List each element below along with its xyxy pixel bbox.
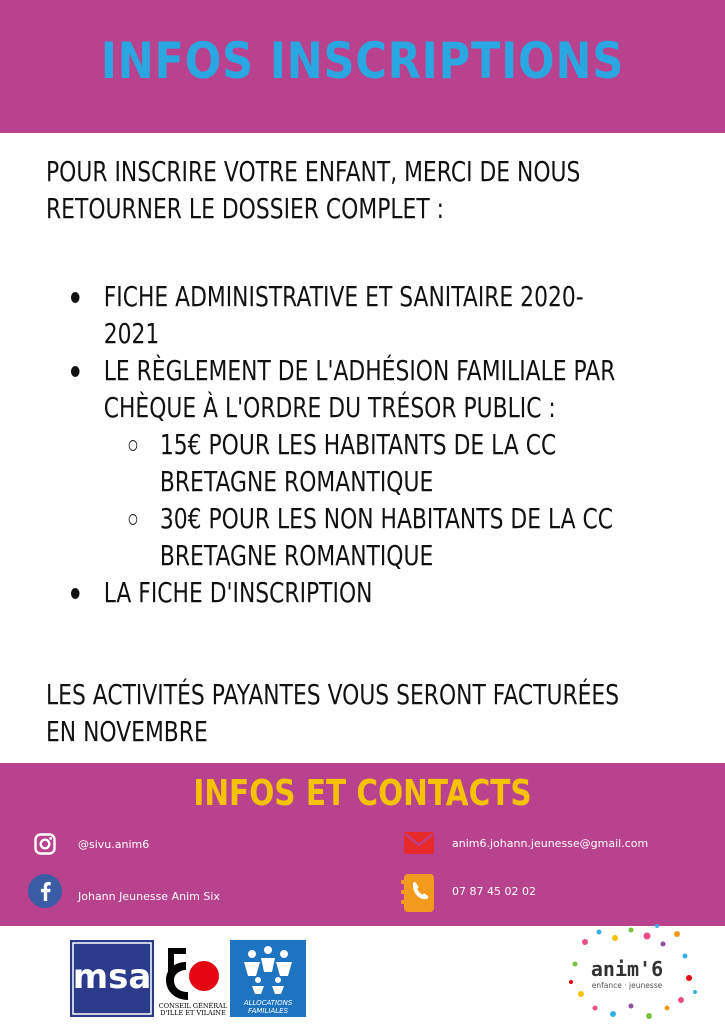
bullet-icon bbox=[71, 366, 80, 377]
phone-number[interactable]: 07 87 45 02 02 bbox=[452, 885, 536, 898]
document-list bbox=[46, 278, 709, 611]
intro-line: RETOURNER LE DOSSIER COMPLET : bbox=[46, 192, 444, 225]
caf-name: FAMILIALES bbox=[247, 1007, 289, 1015]
sub-list-item-text: BRETAGNE ROMANTIQUE bbox=[159, 465, 434, 498]
conseil-general-name: CONSEIL GÉNÉRAL bbox=[158, 1002, 228, 1010]
msa-logo-text: msa bbox=[72, 957, 152, 997]
circle-bullet-icon bbox=[129, 514, 138, 525]
instagram-handle[interactable]: @sivu.anim6 bbox=[78, 838, 150, 851]
list-item bbox=[46, 574, 709, 611]
page-title: INFOS INSCRIPTIONS bbox=[100, 32, 625, 90]
sub-list-item-text: 30€ POUR LES NON HABITANTS DE LA CC bbox=[159, 502, 614, 535]
conseil-general-logo bbox=[158, 940, 228, 1017]
anim6-tagline: enfance · jeunesse bbox=[591, 981, 663, 990]
billing-note bbox=[46, 676, 709, 750]
phone-icon[interactable] bbox=[401, 873, 437, 913]
list-item-text: CHÈQUE À L'ORDRE DU TRÉSOR PUBLIC : bbox=[103, 391, 556, 424]
billing-note-line: EN NOVEMBRE bbox=[46, 715, 208, 748]
list-item-text: 2021 bbox=[103, 317, 160, 350]
list-item-text: FICHE ADMINISTRATIVE ET SANITAIRE 2020- bbox=[103, 280, 584, 313]
anim6-logo bbox=[565, 922, 705, 1022]
caf-logo bbox=[230, 940, 306, 1017]
intro-line: POUR INSCRIRE VOTRE ENFANT, MERCI DE NOUS bbox=[46, 155, 581, 188]
contacts-title: INFOS ET CONTACTS bbox=[193, 773, 532, 814]
bullet-icon bbox=[71, 292, 80, 303]
msa-logo bbox=[70, 940, 154, 1017]
instagram-icon[interactable] bbox=[34, 833, 56, 855]
facebook-icon[interactable] bbox=[28, 874, 62, 908]
conseil-general-name: D'ILLE ET VILAINE bbox=[160, 1009, 226, 1017]
anim6-name: anim'6 bbox=[590, 957, 664, 981]
sub-list-item bbox=[46, 500, 709, 574]
caf-name: ALLOCATIONS bbox=[243, 999, 293, 1007]
intro-text bbox=[46, 153, 709, 227]
email-address[interactable]: anim6.johann.jeunesse@gmail.com bbox=[452, 837, 649, 850]
billing-note-line: LES ACTIVITÉS PAYANTES VOUS SERONT FACTURÉES bbox=[46, 678, 620, 711]
list-item-text: LE RÈGLEMENT DE L'ADHÉSION FAMILIALE PAR bbox=[103, 354, 616, 387]
mail-icon[interactable] bbox=[404, 832, 434, 854]
list-item bbox=[46, 352, 709, 426]
bullet-icon bbox=[71, 588, 80, 599]
sub-list-item bbox=[46, 426, 709, 500]
sub-list-item-text: BRETAGNE ROMANTIQUE bbox=[159, 539, 434, 572]
list-item-text: LA FICHE D'INSCRIPTION bbox=[103, 576, 373, 609]
circle-bullet-icon bbox=[129, 440, 138, 451]
list-item bbox=[46, 278, 709, 352]
facebook-page[interactable]: Johann Jeunesse Anim Six bbox=[78, 890, 220, 903]
sub-list-item-text: 15€ POUR LES HABITANTS DE LA CC bbox=[159, 428, 557, 461]
